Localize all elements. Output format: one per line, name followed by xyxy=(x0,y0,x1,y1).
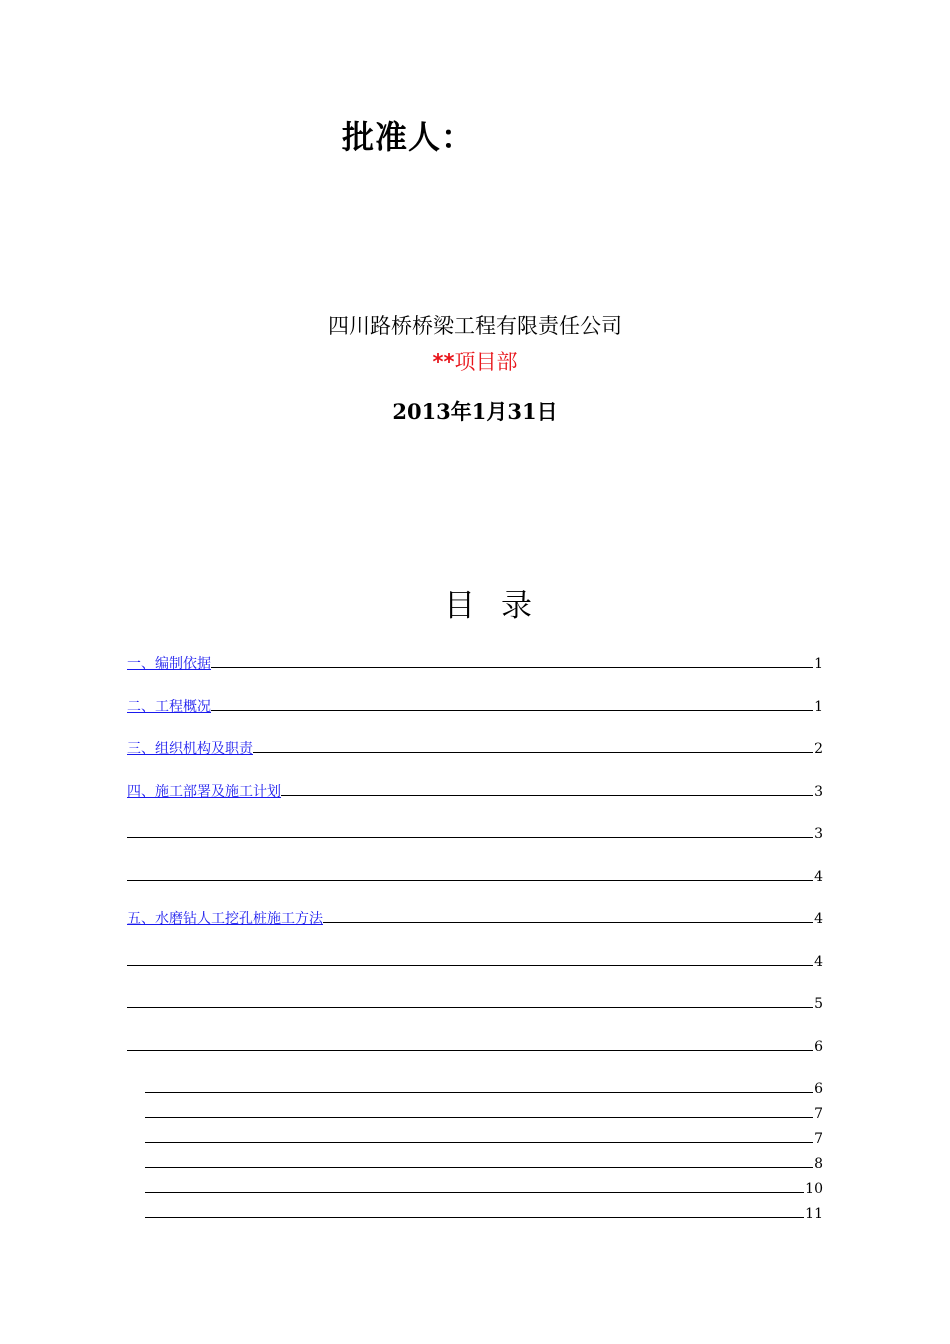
toc-entry[interactable] xyxy=(145,1130,823,1148)
toc-page-number: 7 xyxy=(814,1131,823,1147)
toc-entry-link[interactable]: 三、组织机构及职责 xyxy=(127,741,253,757)
toc-page-number: 10 xyxy=(805,1181,823,1197)
toc-page-number: 7 xyxy=(814,1106,823,1122)
toc-entry[interactable] xyxy=(127,783,823,801)
toc-entry[interactable] xyxy=(127,910,823,928)
toc-entry-link[interactable]: 五、水磨钻人工挖孔桩施工方法 xyxy=(127,911,323,927)
toc-page-number: 2 xyxy=(814,741,823,757)
toc-page-number: 3 xyxy=(814,826,823,842)
toc-leader xyxy=(211,710,813,711)
toc-leader xyxy=(145,1142,813,1143)
toc-leader xyxy=(145,1117,813,1118)
toc-page-number: 6 xyxy=(814,1081,823,1097)
toc-page-number: 8 xyxy=(814,1156,823,1172)
department-name xyxy=(0,346,950,376)
department-stars: ** xyxy=(432,350,455,374)
document-date: 2013年1月31日 xyxy=(392,399,558,424)
toc-page-number: 3 xyxy=(814,784,823,800)
toc-entry[interactable] xyxy=(145,1105,823,1123)
toc-entry[interactable] xyxy=(145,1080,823,1098)
toc-entry-link[interactable]: 一、编制依据 xyxy=(127,656,211,672)
toc-leader xyxy=(211,667,813,668)
toc-entry[interactable] xyxy=(127,995,823,1013)
toc-leader xyxy=(127,965,813,966)
toc-entry[interactable] xyxy=(145,1180,823,1198)
toc-entry[interactable] xyxy=(145,1155,823,1173)
toc-entry[interactable] xyxy=(127,740,823,758)
toc-entry[interactable] xyxy=(127,825,823,843)
toc-page-number: 11 xyxy=(805,1206,823,1222)
toc-leader xyxy=(145,1192,804,1193)
toc-page-number: 1 xyxy=(814,656,823,672)
toc-leader xyxy=(127,1007,813,1008)
department-label: 项目部 xyxy=(454,350,518,374)
toc-leader xyxy=(127,880,813,881)
toc-entry-link[interactable]: 四、施工部署及施工计划 xyxy=(127,784,281,800)
toc-page-number: 4 xyxy=(814,911,823,927)
toc-page-number: 4 xyxy=(814,869,823,885)
toc-entry[interactable] xyxy=(127,655,823,673)
toc-leader xyxy=(127,837,813,838)
toc-entry[interactable] xyxy=(127,868,823,886)
toc-leader xyxy=(145,1217,804,1218)
company-name: 四川路桥桥梁工程有限责任公司 xyxy=(328,314,622,338)
approver-label: 批准人： xyxy=(342,118,475,156)
toc-page-number: 5 xyxy=(814,996,823,1012)
toc-leader xyxy=(281,795,813,796)
toc-entry[interactable] xyxy=(145,1205,823,1223)
toc-page-number: 1 xyxy=(814,699,823,715)
toc-entry[interactable] xyxy=(127,1038,823,1056)
toc-leader xyxy=(145,1167,813,1168)
toc-leader xyxy=(253,752,813,753)
toc-leader xyxy=(127,1050,813,1051)
toc-entry[interactable] xyxy=(127,953,823,971)
toc-entry-link[interactable]: 二、工程概况 xyxy=(127,699,211,715)
toc-page-number: 6 xyxy=(814,1039,823,1055)
toc-page-number: 4 xyxy=(814,954,823,970)
toc-entry[interactable] xyxy=(127,698,823,716)
toc-leader xyxy=(145,1092,813,1093)
toc-leader xyxy=(323,922,813,923)
toc-title: 目录 xyxy=(444,588,558,624)
